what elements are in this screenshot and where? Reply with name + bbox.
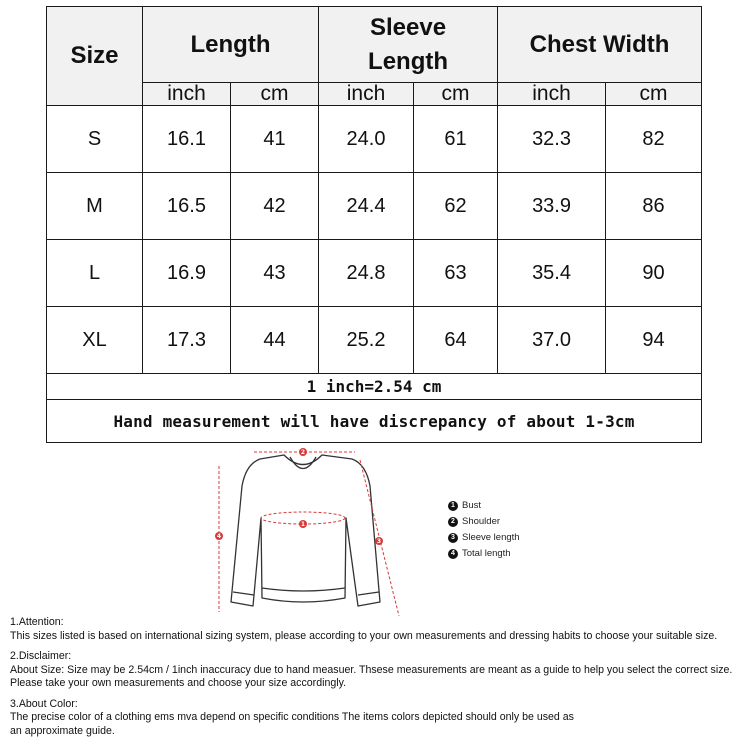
measurement-legend (448, 498, 520, 562)
discrepancy-note: Hand measurement will have discrepancy of about 1-3cm (47, 400, 702, 443)
sleeve-cuff-right (358, 592, 379, 595)
size-cell: S (47, 106, 143, 173)
size-cell: XL (47, 307, 143, 374)
header-row (47, 7, 702, 83)
legend-label: Bust (462, 500, 482, 511)
legend-item (448, 546, 520, 562)
chest-cm-cell: 90 (606, 240, 702, 307)
unit-cell: inch (498, 83, 606, 106)
sleeve-inch-cell: 25.2 (319, 307, 414, 374)
conversion-row (47, 374, 702, 400)
size-chart-table (46, 6, 702, 443)
marker-label: 1 (300, 521, 306, 528)
sleeve-cm-cell: 63 (414, 240, 498, 307)
chest-inch-cell: 32.3 (498, 106, 606, 173)
length-cm-cell: 42 (231, 173, 319, 240)
table-row (47, 240, 702, 307)
sleeve-length-header (319, 7, 498, 83)
size-header: Size (47, 7, 143, 106)
legend-item (448, 498, 520, 514)
size-cell: M (47, 173, 143, 240)
discrepancy-row (47, 400, 702, 443)
table-row (47, 307, 702, 374)
sleeve-inch-cell: 24.0 (319, 106, 414, 173)
unit-cell: inch (143, 83, 231, 106)
attention-heading: 1.Attention: (10, 616, 64, 628)
marker-label: 3 (376, 538, 382, 545)
sleeve-inch-cell: 24.4 (319, 173, 414, 240)
length-inch-cell: 16.1 (143, 106, 231, 173)
sweater-outline (231, 455, 380, 606)
length-inch-cell: 16.9 (143, 240, 231, 307)
chest-inch-cell: 33.9 (498, 173, 606, 240)
disclaimer-heading: 2.Disclaimer: (10, 650, 72, 662)
chest-cm-cell: 94 (606, 307, 702, 374)
unit-cell: cm (414, 83, 498, 106)
color-heading: 3.About Color: (10, 697, 78, 710)
legend-item (448, 530, 520, 546)
length-cm-cell: 43 (231, 240, 319, 307)
length-cm-cell: 44 (231, 307, 319, 374)
legend-number-icon: 4 (448, 549, 458, 559)
unit-cell: cm (231, 83, 319, 106)
chest-cm-cell: 82 (606, 106, 702, 173)
table-row (47, 106, 702, 173)
legend-item (448, 514, 520, 530)
sleeve-cm-cell: 61 (414, 106, 498, 173)
marker-label: 4 (216, 533, 222, 540)
sleeve-header-line1: Sleeve (369, 13, 447, 41)
disclaimer-text: Please take your own measurements and choose your size accordingly. (10, 677, 347, 689)
color-text: The precise color of a clothing ems mva depend on specific conditions The items colors depicted should only be used as (10, 711, 574, 723)
disclaimer-text: About Size: Size may be 2.54cm / 1inch inaccuracy due to hand measuer. Thsese measurements are meant as a guide to help you select the correct size. (10, 663, 733, 676)
sleeve-inch-cell: 24.8 (319, 240, 414, 307)
legend-label: Total length (462, 548, 511, 559)
legend-label: Sleeve length (462, 532, 520, 543)
size-cell: L (47, 240, 143, 307)
length-cm-cell: 41 (231, 106, 319, 173)
sleeve-cm-cell: 64 (414, 307, 498, 374)
length-inch-cell: 16.5 (143, 173, 231, 240)
table-row (47, 173, 702, 240)
color-text: an approximate guide. (10, 724, 115, 737)
unit-cell: cm (606, 83, 702, 106)
unit-row (47, 83, 702, 106)
sleeve-header-line2: Length (368, 47, 449, 75)
sleeve-cuff-left (233, 592, 254, 595)
sweater-hem (262, 588, 345, 591)
legend-number-icon: 3 (448, 533, 458, 543)
legend-label: Shoulder (462, 516, 501, 527)
legend-number-icon: 2 (448, 517, 458, 527)
attention-text: This sizes listed is based on international sizing system, please according to your own measurements and dressing habits to choose your suitable size. (10, 629, 718, 642)
chest-cm-cell: 86 (606, 173, 702, 240)
chest-inch-cell: 37.0 (498, 307, 606, 374)
notes-section (10, 616, 745, 738)
chest-width-header: Chest Width (498, 7, 702, 83)
sleeve-cm-cell: 62 (414, 173, 498, 240)
legend-number-icon: 1 (448, 501, 458, 511)
sweater-neckline (290, 457, 316, 469)
conversion-note: 1 inch=2.54 cm (47, 374, 702, 400)
unit-cell: inch (319, 83, 414, 106)
marker-label: 2 (300, 449, 306, 456)
length-inch-cell: 17.3 (143, 307, 231, 374)
chest-inch-cell: 35.4 (498, 240, 606, 307)
length-header: Length (143, 7, 319, 83)
sweater-measurement-diagram (200, 446, 430, 626)
